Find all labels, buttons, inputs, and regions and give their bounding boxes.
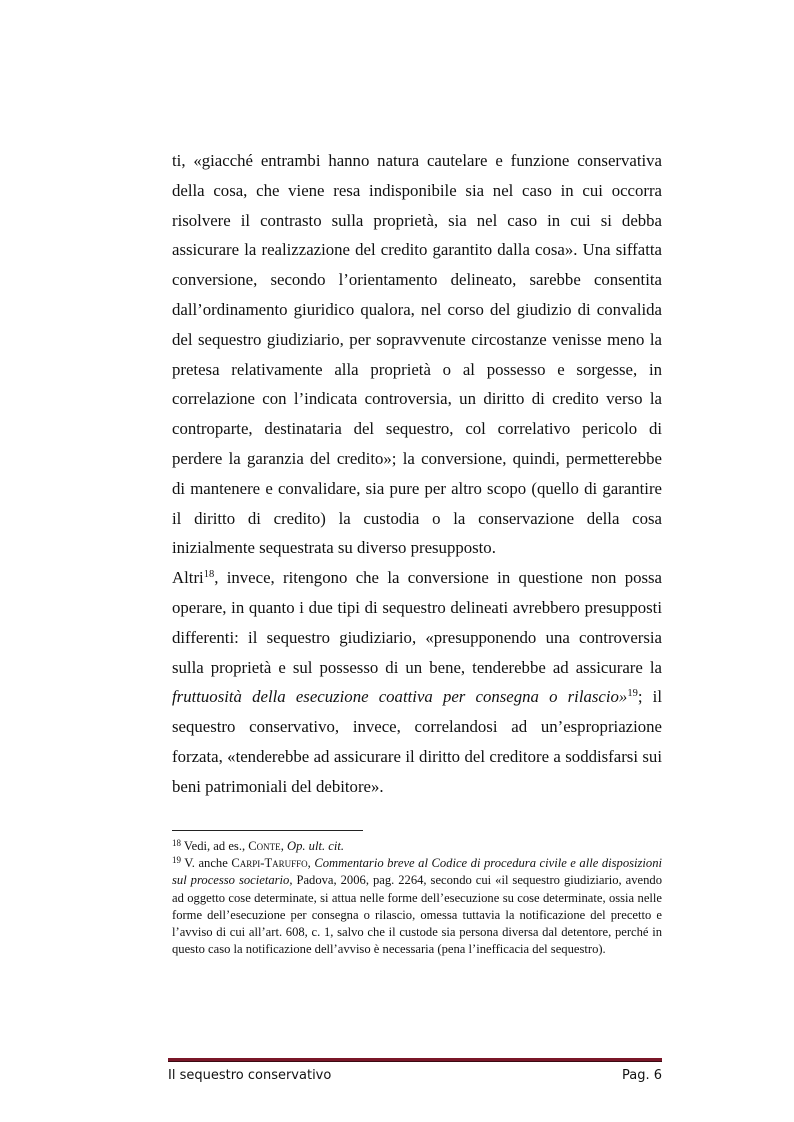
footnote-18-text: Vedi, ad es., xyxy=(181,839,249,853)
footnote-18-sep: , xyxy=(280,839,287,853)
footnote-18 xyxy=(172,838,662,855)
footnote-19-rest: Padova, 2006, pag. 2264, secondo cui «il sequestro giudiziario, avendo ad oggetto cose determinate, si attua nelle forme dell’esecuzione su cose determinate, ossia nelle forme dell’esecuzione per consegna o rilascio, omessa tuttavia la notificazione del precetto e l’avviso di cui all’art. 608, c. 1, salvo che il custode sia persona diversa dal detentore, perché in questo caso la notificazione dell’avviso è necessaria (pena l’inefficacia del sequestro). xyxy=(172,873,662,957)
footnote-19-text: V. anche xyxy=(181,856,232,871)
paragraph-2-italic: fruttuosità della esecuzione coattiva per consegna o rilascio» xyxy=(172,687,628,707)
paragraph-2-middle: , invece, ritengono che la conversione in questione non possa operare, in quanto i due tipi di sequestro delineati avrebbero presupposti differenti: il sequestro giudiziario, «presupponendo una controversia sulla proprietà e sul possesso di un bene, tenderebbe ad assicurare la xyxy=(172,568,662,677)
paragraph-1 xyxy=(172,146,662,563)
footnote-19 xyxy=(172,855,662,958)
paragraph-1-text: ti, «giacché entrambi hanno natura cautelare e funzione conservativa della cosa, che viene resa indisponibile sia nel caso in cui occorra risolvere il contrasto sulla proprietà, sia nel caso in cui si debba assicurare la realizzazione del credito garantito dalla cosa». Una siffatta conversione, secondo l’orientamento delineato, sarebbe consentita dall’ordinamento giuridico qualora, nel corso del giudizio di convalida del sequestro giudiziario, per sopravvenute circostanze venisse meno la pretesa relativamente alla proprietà o al possesso e sorgesse, in correlazione con l’indicata controversia, un diritto di credito verso la controparte, destinataria del sequestro, col correlativo pericolo di perdere la garanzia del credito»; la conversione, quindi, permetterebbe di mantenere e convalidare, sia pure per altro scopo (quello di garantire il diritto di credito) la custodia o la conservazione della cosa inizialmente sequestrata su diverso presupposto. xyxy=(172,151,662,558)
page-footer xyxy=(168,1068,662,1083)
footnote-separator xyxy=(172,830,363,831)
footnote-ref-19[interactable]: 19 xyxy=(627,688,638,700)
footer-title: Il sequestro conservativo xyxy=(168,1068,332,1083)
footnote-number: 19 xyxy=(172,855,181,866)
footer-rule xyxy=(168,1058,662,1062)
main-text xyxy=(172,146,662,802)
footnotes xyxy=(172,838,662,958)
footnote-19-author: Carpi-Taruffo xyxy=(231,856,308,871)
paragraph-2-start: Altri xyxy=(172,568,204,588)
page-number: Pag. 6 xyxy=(621,1068,662,1083)
paragraph-2-end: ; il sequestro conservativo, invece, correlandosi ad un’espropriazione forzata, «tenderebbe ad assicurare il diritto del creditore a soddisfarsi sui beni patrimoniali del debitore». xyxy=(172,687,662,796)
footnote-ref-18[interactable]: 18 xyxy=(203,569,215,581)
footnote-18-author: Conte xyxy=(248,839,281,853)
footnote-19-sep: , xyxy=(307,856,315,871)
footnote-19-citation: Commentario breve al Codice di procedura civile e alle disposizioni sul processo societario, xyxy=(172,856,663,888)
paragraph-2 xyxy=(172,563,662,801)
footnote-number: 18 xyxy=(172,838,181,848)
footnote-18-citation: Op. ult. cit. xyxy=(286,839,345,853)
